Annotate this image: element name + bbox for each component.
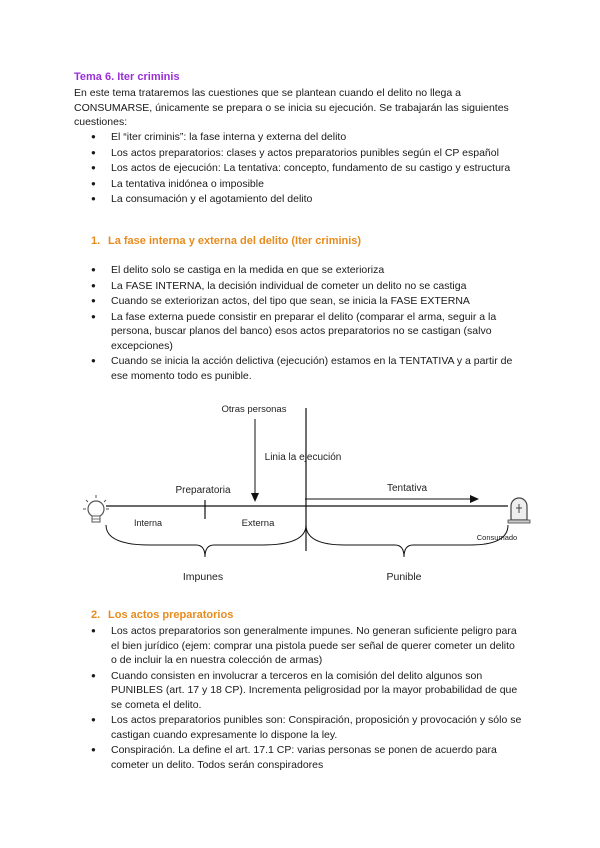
list-item: ● El delito solo se castiga en la medida en que se exterioriza <box>91 263 531 278</box>
label-linia-ejecucion: Linia la ejecución <box>264 452 342 463</box>
list-item: ● La tentativa inidónea o imposible <box>91 177 531 192</box>
list-item: ● La consumación y el agotamiento del delito <box>91 192 531 207</box>
label-otras-personas: Otras personas <box>221 404 287 415</box>
label-consumado: Consumado <box>476 533 518 542</box>
section-2-list <box>91 624 523 773</box>
list-item: ● Los actos de ejecución: La tentativa: concepto, fundamento de su castigo y estructura <box>91 161 531 176</box>
label-tentativa: Tentativa <box>386 483 428 494</box>
section-title: La fase interna y externa del delito (Iter criminis) <box>108 235 362 247</box>
list-item: ● La fase externa puede consistir en preparar el delito (comparar el arma, seguir a la persona, buscar planos del banco) esos actos preparatorios no se castigan (salvo excepciones) <box>91 310 531 354</box>
list-item: ● Cuando se exteriorizan actos, del tipo que sean, se inicia la FASE EXTERNA <box>91 294 531 309</box>
list-item: ● El “iter criminis”: la fase interna y externa del delito <box>91 130 531 145</box>
list-item: ● Los actos preparatorios: clases y actos preparatorios punibles según el CP español <box>91 146 531 161</box>
intro-list <box>91 130 531 208</box>
intro-paragraph: En este tema trataremos las cuestiones que se plantean cuando el delito no llega a CONSUMARSE, únicamente se prepara o se inicia su ejecución. Se trabajarán las siguientes cuestiones: <box>74 87 509 128</box>
label-impunes: Impunes <box>182 571 224 583</box>
list-item: ● Conspiración. La define el art. 17.1 CP: varias personas se ponen de acuerdo para cometer un delito. Todos serán conspiradores <box>91 743 523 772</box>
section-title: Los actos preparatorios <box>108 609 234 621</box>
tombstone-icon <box>508 498 530 523</box>
iter-criminis-diagram <box>0 395 600 595</box>
section-1-heading <box>91 235 361 247</box>
section-1-list <box>91 263 531 384</box>
list-item: ● Cuando consisten en involucrar a terceros en la comisión del delito algunos son PUNIBLES (art. 17 y 18 CP). Incrementa peligrosidad por la mayor probabilidad de que se cometa el delito. <box>91 669 523 713</box>
label-punible: Punible <box>386 571 422 583</box>
label-interna: Interna <box>133 518 163 528</box>
page-title: Tema 6. Iter criminis <box>74 71 180 83</box>
list-item: ● La FASE INTERNA, la decisión individual de cometer un delito no se castiga <box>91 279 531 294</box>
list-item: ● Cuando se inicia la acción delictiva (ejecución) estamos en la TENTATIVA y a partir de ese momento todo es punible. <box>91 354 531 383</box>
label-preparatoria: Preparatoria <box>175 485 231 496</box>
label-externa: Externa <box>241 518 275 529</box>
section-number: 1. <box>91 235 101 247</box>
list-item: ● Los actos preparatorios son generalmente impunes. No generan suficiente peligro para el bien jurídico (ejem: comprar una pistola puede ser señal de querer cometer un delito o de incluir la en nuestra colección de armas) <box>91 624 523 668</box>
section-number: 2. <box>91 609 101 621</box>
section-2-heading <box>91 609 233 621</box>
lightbulb-icon <box>83 495 109 522</box>
list-item: ● Los actos preparatorios punibles son: Conspiración, proposición y provocación y sólo se castigan cuando expresamente lo dispone la ley. <box>91 713 523 742</box>
